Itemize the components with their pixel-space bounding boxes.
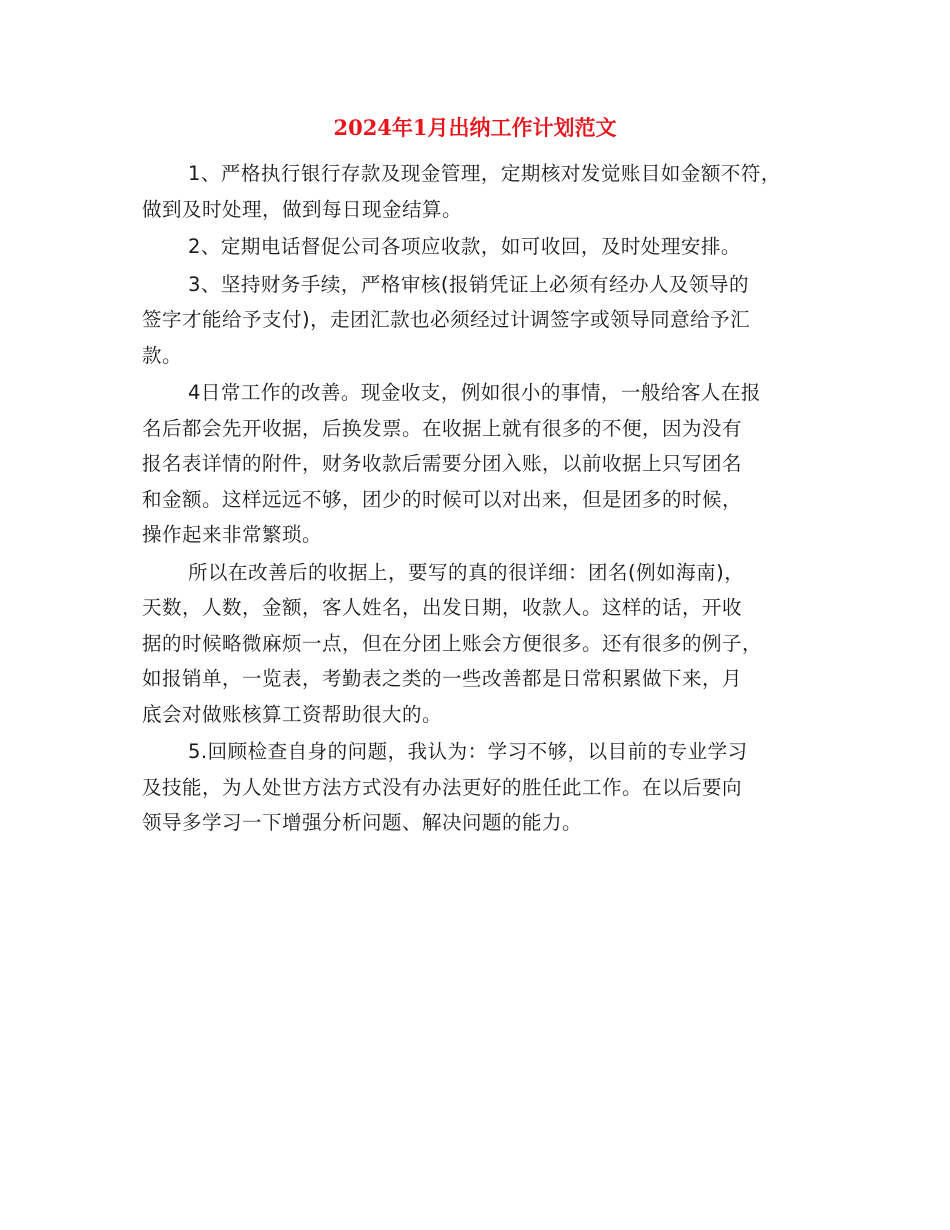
paragraph-line: 名后都会先开收据，后换发票。在收据上就有很多的不便，因为没有 bbox=[142, 416, 743, 440]
paragraph-line: 如报销单，一览表，考勤表之类的一些改善都是日常积累做下来，月 bbox=[142, 667, 743, 690]
paragraph-5 bbox=[142, 555, 832, 733]
paragraph-line: 及技能，为人处世方法方式没有办法更好的胜任此工作。在以后要向 bbox=[142, 775, 743, 799]
paragraph-4 bbox=[142, 375, 832, 553]
paragraph-line: 4日常工作的改善。现金收支，例如很小的事情，一般给客人在报 bbox=[188, 381, 761, 404]
paragraph-line: 2、定期电话督促公司各项应收款，如可收回，及时处理安排。 bbox=[188, 235, 741, 258]
paragraph-line: 3、坚持财务手续，严格审核(报销凭证上必须有经办人及领导的 bbox=[188, 272, 750, 296]
paragraph-line: 和金额。这样远远不够，团少的时候可以对出来，但是团多的时候， bbox=[142, 487, 743, 511]
paragraph-line: 1、严格执行银行存款及现金管理，定期核对发觉账目如金额不符， bbox=[188, 162, 781, 185]
paragraph-1 bbox=[142, 156, 832, 227]
paragraph-line: 5.回顾检查自身的问题，我认为：学习不够，以目前的专业学习 bbox=[188, 740, 748, 763]
paragraph-2 bbox=[142, 229, 832, 265]
document-body bbox=[142, 156, 832, 843]
paragraph-6 bbox=[142, 734, 832, 841]
paragraph-line: 款。 bbox=[142, 343, 183, 367]
paragraph-line: 报名表详情的附件，财务收款后需要分团入账，以前收据上只写团名 bbox=[142, 452, 743, 475]
document-title: 2024年1月出纳工作计划范文 bbox=[333, 115, 617, 140]
paragraph-line: 签字才能给予支付)，走团汇款也必须经过计调签字或领导同意给予汇 bbox=[142, 308, 751, 331]
paragraph-line: 天数，人数，金额，客人姓名，出发日期，收款人。这样的话，开收 bbox=[142, 596, 743, 619]
paragraph-line: 操作起来非常繁琐。 bbox=[142, 523, 323, 546]
paragraph-line: 据的时候略微麻烦一点，但在分团上账会方便很多。还有很多的例子， bbox=[142, 631, 763, 655]
paragraph-line: 底会对做账核算工资帮助很大的。 bbox=[142, 702, 443, 726]
paragraph-line: 所以在改善后的收据上，要写的真的很详细：团名(例如海南)， bbox=[188, 560, 745, 584]
paragraph-3 bbox=[142, 267, 832, 374]
paragraph-line: 领导多学习一下增强分析问题、解决问题的能力。 bbox=[142, 811, 583, 834]
paragraph-line: 做到及时处理，做到每日现金结算。 bbox=[142, 197, 463, 221]
